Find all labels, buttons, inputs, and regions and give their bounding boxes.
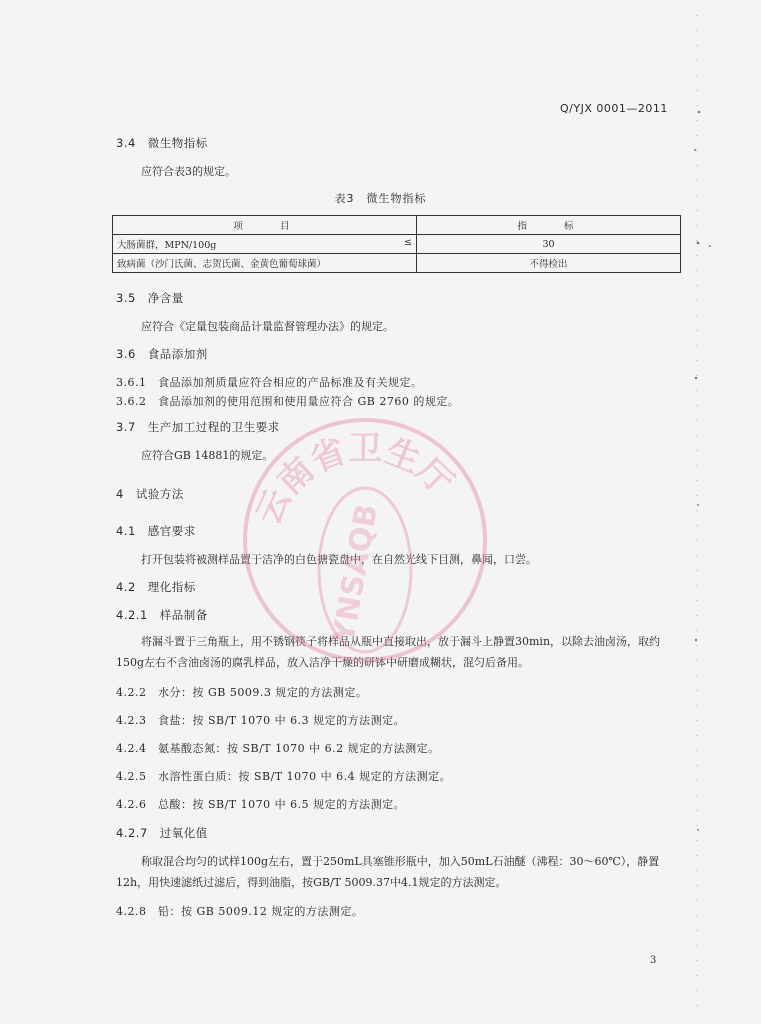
row-item-text: 大肠菌群，MPN/100g	[117, 240, 217, 251]
table-cell-item: 致病菌（沙门氏菌、志贺氏菌、金黄色葡萄球菌）	[113, 254, 417, 273]
section-4-2-4: 4.2.4 氨基酸态氮：按 SB/T 1070 中 6.2 规定的方法测定。	[116, 742, 440, 755]
edge-speck	[698, 111, 701, 114]
section-4-heading: 4 试验方法	[116, 487, 184, 501]
section-4-2-5: 4.2.5 水溶性蛋白质：按 SB/T 1070 中 6.4 规定的方法测定。	[116, 770, 452, 783]
section-3-6-2: 3.6.2 食品添加剂的使用范围和使用量应符合 GB 2760 的规定。	[116, 395, 460, 408]
section-3-4-text: 应符合表3的规定。	[141, 165, 236, 178]
table3-caption: 表3 微生物指标	[334, 192, 427, 205]
section-4-1-heading: 4.1 感官要求	[116, 524, 196, 538]
section-3-5-heading: 3.5 净含量	[116, 291, 184, 305]
official-seal	[225, 400, 505, 680]
table-header-item: 项 目	[113, 216, 417, 235]
seal-code-text: YNSAQB	[326, 501, 386, 646]
document-code: Q/YJX 0001—2011	[560, 102, 668, 115]
section-3-6-1: 3.6.1 食品添加剂质量应符合相应的产品标准及有关规定。	[116, 376, 423, 389]
seal-arc-path: 云南省卫生厅	[248, 428, 461, 531]
section-3-6-heading: 3.6 食品添加剂	[116, 347, 208, 361]
section-4-2-1-heading: 4.2.1 样品制备	[116, 608, 208, 622]
edge-speck	[697, 829, 699, 831]
table-header-value: 指 标	[417, 216, 681, 235]
row-symbol: ≤	[404, 237, 412, 248]
section-4-2-7-text: 称取混合均匀的试样100g左右，置于250mL具塞锥形瓶中，加入50mL石油醚（沸程：30～60℃），静置12h，用快速滤纸过滤后，得到油脂，按GB/T 5009.37中4.1规定的方法测定。	[116, 855, 660, 889]
table-cell-item	[113, 235, 417, 254]
edge-speck	[694, 149, 696, 151]
section-3-7-heading: 3.7 生产加工过程的卫生要求	[116, 420, 280, 434]
section-4-1-text: 打开包装将被测样品置于洁净的白色搪瓷盘中，在自然光线下目测，鼻闻，口尝。	[141, 553, 537, 566]
table-header-row	[113, 216, 681, 235]
table-cell-value: 30	[417, 235, 681, 254]
edge-speck	[697, 242, 700, 245]
section-4-2-8: 4.2.8 铅：按 GB 5009.12 规定的方法测定。	[116, 905, 364, 918]
section-4-2-6: 4.2.6 总酸：按 SB/T 1070 中 6.5 规定的方法测定。	[116, 798, 406, 811]
section-3-7-text: 应符合GB 14881的规定。	[141, 449, 274, 462]
edge-speck	[709, 245, 711, 247]
edge-speck	[695, 639, 697, 641]
page-number: 3	[650, 955, 657, 966]
section-4-2-2: 4.2.2 水分：按 GB 5009.3 规定的方法测定。	[116, 686, 368, 699]
table-cell-value: 不得检出	[417, 254, 681, 273]
table-row	[113, 235, 681, 254]
microbial-table	[112, 215, 681, 273]
edge-speck	[695, 377, 697, 379]
scan-edge-marks	[690, 0, 761, 1024]
section-4-2-heading: 4.2 理化指标	[116, 580, 196, 594]
section-4-2-1-text: 将漏斗置于三角瓶上，用不锈钢筷子将样品从瓶中直接取出，放于漏斗上静置30min，以除去油卤汤，取约150g左右不含油卤汤的腐乳样品，放入洁净干燥的研钵中研磨成糊状，混匀后备用。	[116, 635, 661, 669]
edge-speck	[697, 504, 699, 506]
section-3-5-text: 应符合《定量包装商品计量监督管理办法》的规定。	[141, 320, 394, 333]
table-row	[113, 254, 681, 273]
section-4-2-3: 4.2.3 食盐：按 SB/T 1070 中 6.3 规定的方法测定。	[116, 714, 406, 727]
section-4-2-7-heading: 4.2.7 过氧化值	[116, 826, 208, 840]
section-3-4-heading: 3.4 微生物指标	[116, 136, 208, 150]
